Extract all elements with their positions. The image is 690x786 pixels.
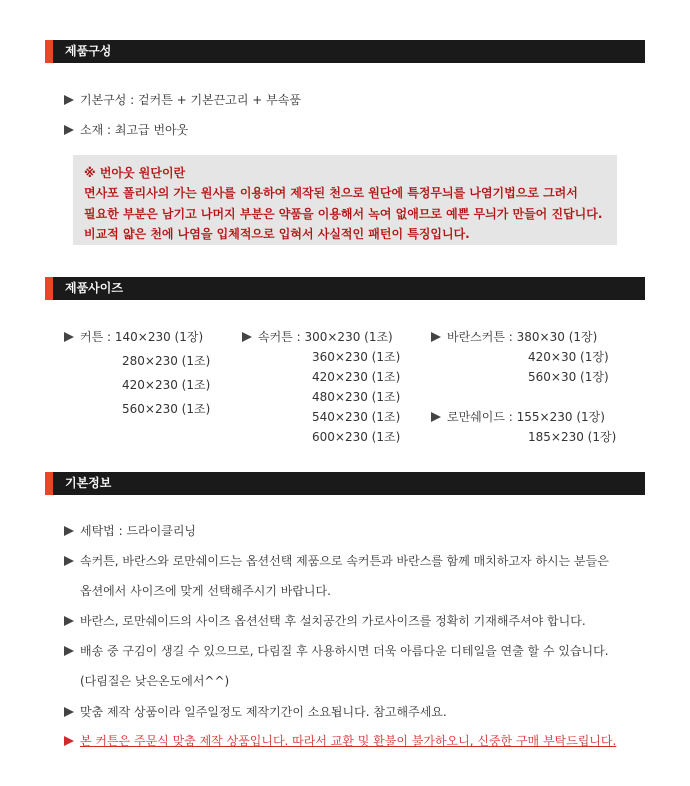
refund-warning-text: 본 커튼은 주문식 맞춤 제작 상품입니다. 따라서 교환 및 환불이 불가하오니, 신중한 구매 부탁드립니다. bbox=[80, 734, 617, 748]
section-title: 제품사이즈 bbox=[65, 281, 123, 295]
burnout-note-box bbox=[73, 155, 617, 245]
info-item-warning bbox=[64, 733, 616, 749]
triangle-bullet-icon bbox=[64, 556, 74, 566]
composition-item: 소재 : 최고급 번아웃 bbox=[64, 122, 188, 138]
section-title: 기본정보 bbox=[65, 476, 112, 490]
info-item: 속커튼, 바란스와 로만쉐이드는 옵션선택 제품으로 속커튼과 바란스를 함께 매치하고자 하시는 분들은 bbox=[64, 553, 609, 569]
section-header-composition bbox=[45, 40, 645, 63]
size-value: 280×230 (1조) bbox=[122, 354, 211, 368]
size-inner-curtain: 속커튼 : 300×230 (1조) bbox=[242, 328, 393, 345]
triangle-bullet-icon bbox=[64, 736, 74, 746]
section-title: 제품구성 bbox=[65, 44, 112, 58]
section-accent bbox=[45, 472, 53, 495]
triangle-bullet-icon bbox=[64, 616, 74, 626]
size-valance: 바란스커튼 : 380×30 (1장) bbox=[431, 328, 597, 345]
size-value: 185×230 (1장) bbox=[528, 430, 617, 444]
size-roman-shade: 로만쉐이드 : 155×230 (1장) bbox=[431, 408, 605, 425]
section-header-info bbox=[45, 472, 645, 495]
size-value: 420×30 (1장) bbox=[528, 350, 609, 364]
triangle-bullet-icon bbox=[242, 332, 252, 342]
info-item: 바란스, 로만쉐이드의 사이즈 옵션선택 후 설치공간의 가로사이즈를 정확히 기재해주셔야 합니다. bbox=[64, 613, 586, 629]
composition-item: 기본구성 : 겉커튼 + 기본끈고리 + 부속품 bbox=[64, 92, 301, 108]
size-value: 420×230 (1조) bbox=[122, 378, 211, 392]
triangle-bullet-icon bbox=[431, 332, 441, 342]
note-line: 비교적 얇은 천에 나염을 입체적으로 입혀서 사실적인 패턴이 특징입니다. bbox=[84, 227, 470, 241]
info-item-continued: 옵션에서 사이즈에 맞게 선택해주시기 바랍니다. bbox=[80, 584, 331, 598]
triangle-bullet-icon bbox=[64, 646, 74, 656]
info-item-continued: (다림질은 낮은온도에서^^) bbox=[80, 674, 230, 688]
size-value: 420×230 (1조) bbox=[312, 370, 401, 384]
triangle-bullet-icon bbox=[431, 412, 441, 422]
note-line: 면사포 폴리사의 가는 원사를 이용하여 제작된 천으로 원단에 특정무늬를 나염기법으로 그려서 bbox=[84, 186, 578, 200]
triangle-bullet-icon bbox=[64, 95, 74, 105]
triangle-bullet-icon bbox=[64, 332, 74, 342]
note-line: 필요한 부분은 남기고 나머지 부분은 약품을 이용해서 녹여 없애므로 예쁜 무늬가 만들어 진답니다. bbox=[84, 207, 603, 221]
size-value: 540×230 (1조) bbox=[312, 410, 401, 424]
size-curtain: 커튼 : 140×230 (1장) bbox=[64, 328, 203, 345]
info-item: 배송 중 구김이 생길 수 있으므로, 다림질 후 사용하시면 더욱 아름다운 디테일을 연출 할 수 있습니다. bbox=[64, 643, 609, 659]
info-item: 세탁법 : 드라이클리닝 bbox=[64, 523, 196, 539]
size-value: 600×230 (1조) bbox=[312, 430, 401, 444]
triangle-bullet-icon bbox=[64, 125, 74, 135]
info-item: 맞춤 제작 상품이라 일주일정도 제작기간이 소요됩니다. 참고해주세요. bbox=[64, 704, 447, 720]
size-value: 560×230 (1조) bbox=[122, 402, 211, 416]
size-value: 480×230 (1조) bbox=[312, 390, 401, 404]
section-accent bbox=[45, 277, 53, 300]
size-value: 360×230 (1조) bbox=[312, 350, 401, 364]
triangle-bullet-icon bbox=[64, 526, 74, 536]
size-value: 560×30 (1장) bbox=[528, 370, 609, 384]
section-accent bbox=[45, 40, 53, 63]
note-heading: ※ 번아웃 원단이란 bbox=[84, 166, 186, 180]
triangle-bullet-icon bbox=[64, 707, 74, 717]
section-header-size bbox=[45, 277, 645, 300]
